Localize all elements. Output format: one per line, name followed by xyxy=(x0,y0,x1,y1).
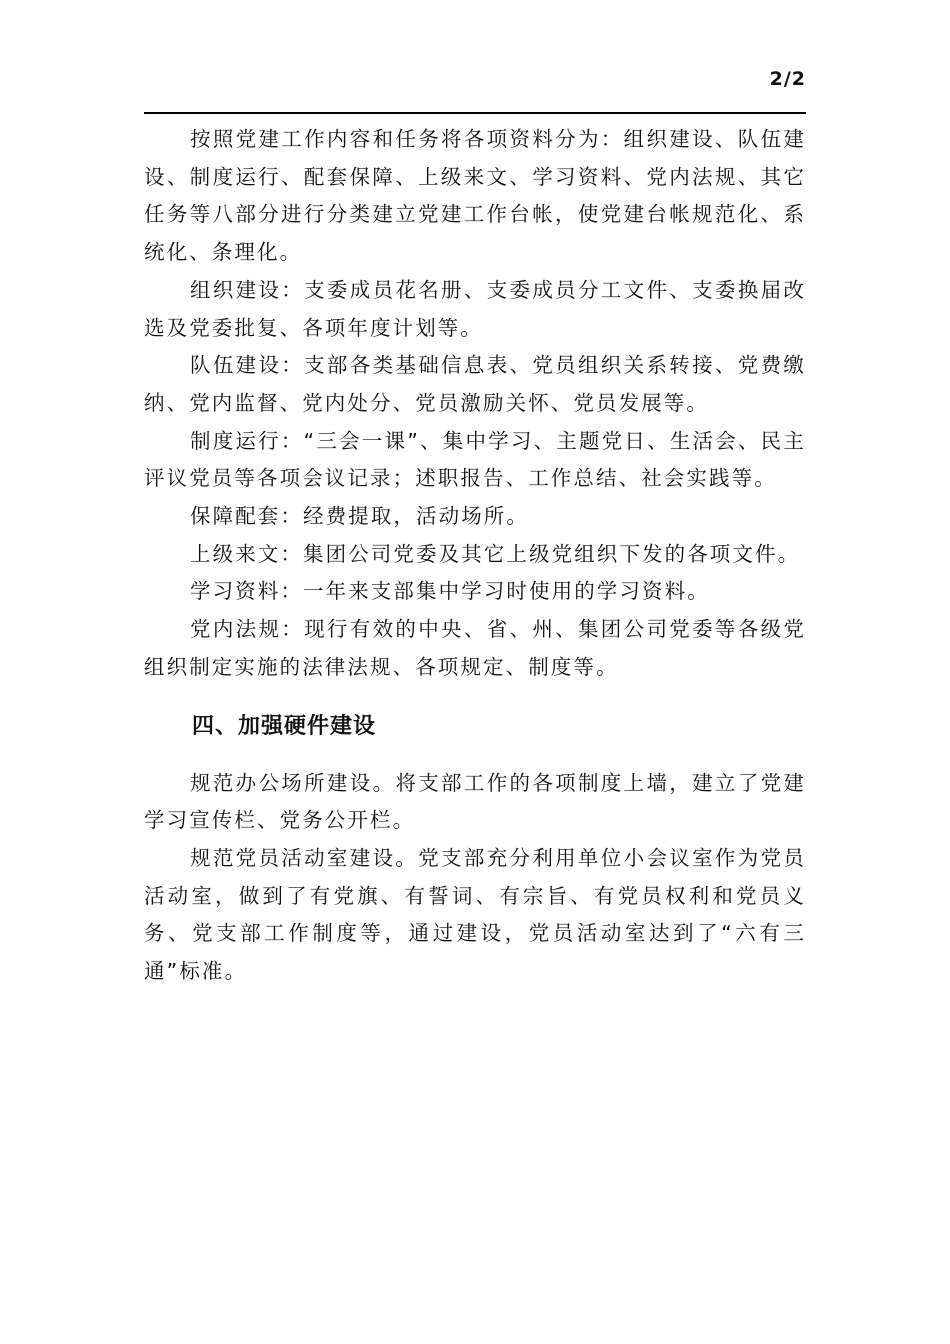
paragraph-documents: 上级来文：集团公司党委及其它上级党组织下发的各项文件。 xyxy=(190,541,801,566)
paragraph-organization: 组织建设：支委成员花名册、支委成员分工文件、支委换届改选及党委批复、各项年度计划等。 xyxy=(144,277,806,340)
paragraph-system: 制度运行：“三会一课”、集中学习、主题党日、生活会、民主评议党员等各项会议记录；述职报告、工作总结、社会实践等。 xyxy=(144,428,806,491)
paragraph-office: 规范办公场所建设。将支部工作的各项制度上墙，建立了党建学习宣传栏、党务公开栏。 xyxy=(144,770,806,833)
paragraph-support: 保障配套：经费提取，活动场所。 xyxy=(190,504,529,529)
page-number: 2/2 xyxy=(769,68,806,90)
paragraph-intro: 按照党建工作内容和任务将各项资料分为：组织建设、队伍建设、制度运行、配套保障、上级来文、学习资料、党内法规、其它任务等八部分进行分类建立党建工作台帐，使党建台帐规范化、系统化、条理化。 xyxy=(144,127,806,265)
paragraph-team: 队伍建设：支部各类基础信息表、党员组织关系转接、党费缴纳、党内监督、党内处分、党员激励关怀、党员发展等。 xyxy=(144,353,806,415)
paragraph-study: 学习资料：一年来支部集中学习时使用的学习资料。 xyxy=(190,579,710,604)
header-rule xyxy=(144,112,806,114)
paragraph-activity-room: 规范党员活动室建设。党支部充分利用单位小会议室作为党员活动室，做到了有党旗、有誓词、有宗旨、有党员权利和党员义务、党支部工作制度等，通过建设，党员活动室达到了“六有三通”标准。 xyxy=(144,845,806,984)
paragraph-regulations: 党内法规：现行有效的中央、省、州、集团公司党委等各级党组织制定实施的法律法规、各项规定、制度等。 xyxy=(144,617,806,679)
document-body xyxy=(144,121,806,991)
section-heading: 四、加强硬件建设 xyxy=(192,713,377,739)
